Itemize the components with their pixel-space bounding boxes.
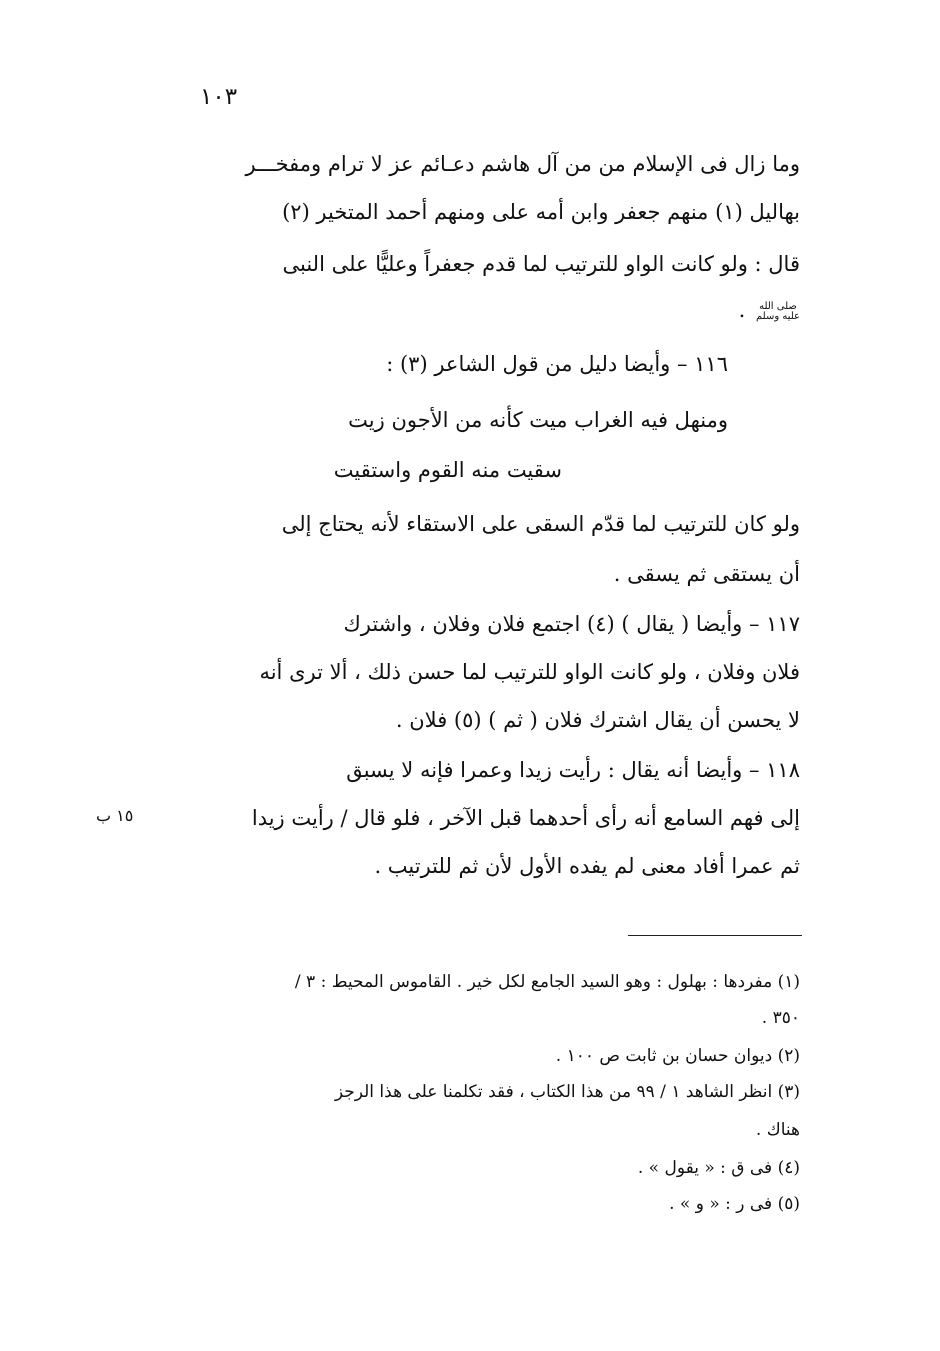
text-line: لا يحسن أن يقال اشترك فلان ( ثم ) (٥) فلان . [395, 708, 800, 732]
salawat-period: . [738, 298, 746, 322]
footnote-5: (٥) فى ر : « و » . [669, 1194, 800, 1214]
footnote-3-cont: هناك . [755, 1120, 800, 1140]
text-line: قال : ولو كانت الواو للترتيب لما قدم جعفراً وعليًّا على النبى [282, 252, 800, 276]
footnote-1-cont: ٣٥٠ . [761, 1008, 800, 1028]
text-line: ثم عمرا أفاد معنى لم يفده الأول لأن ثم للترتيب . [374, 854, 800, 878]
text-line: فلان وفلان ، ولو كانت الواو للترتيب لما حسن ذلك ، ألا ترى أنه [259, 660, 800, 684]
salawat-bottom: عليه وسلم [755, 310, 800, 322]
text-line: أن يستقى ثم يسقى . [613, 562, 800, 586]
salawat-top: صلى الله [759, 300, 797, 312]
margin-folio-note: ١٥ ب [96, 806, 134, 825]
page-number: ١٠٣ [200, 84, 238, 110]
section-118-line: ١١٨ – وأيضا أنه يقال : رأيت زيدا وعمرا فإنه لا يسبق [346, 758, 800, 782]
footnote-1: (١) مفردها : بهلول : وهو السيد الجامع لكل خير . القاموس المحيط : ٣ / [294, 972, 800, 992]
verse-line-2: بهاليل (١) منهم جعفر وابن أمه على ومنهم أحمد المتخير (٢) [282, 200, 800, 224]
footnote-3: (٣) انظر الشاهد ١ / ٩٩ من هذا الكتاب ، فقد تكلمنا على هذا الرجز [334, 1082, 800, 1102]
footnote-4: (٤) فى ق : « يقول » . [637, 1158, 800, 1178]
text-line: ولو كان للترتيب لما قدّم السقى على الاستقاء لأنه يحتاج إلى [281, 512, 800, 536]
poem-verse-1: ومنهل فيه الغراب ميت كأنه من الأجون زيت [348, 408, 728, 432]
footnotes [160, 0, 800, 1300]
text-line: إلى فهم السامع أنه رأى أحدهما قبل الآخر ، فلو قال / رأيت زيدا [251, 806, 800, 830]
poem-verse-2: سقيت منه القوم واستقيت [333, 458, 562, 482]
section-117-line: ١١٧ – وأيضا ( يقال ) (٤) اجتمع فلان وفلان ، واشترك [343, 612, 800, 636]
section-116-heading: ١١٦ – وأيضا دليل من قول الشاعر (٣) : [386, 352, 728, 376]
verse-line-1: وما زال فى الإسلام من من آل هاشم دعـائم عز لا ترام ومفخـــر [245, 152, 800, 176]
footnote-2: (٢) ديوان حسان بن ثابت ص ١٠٠ . [555, 1046, 800, 1066]
